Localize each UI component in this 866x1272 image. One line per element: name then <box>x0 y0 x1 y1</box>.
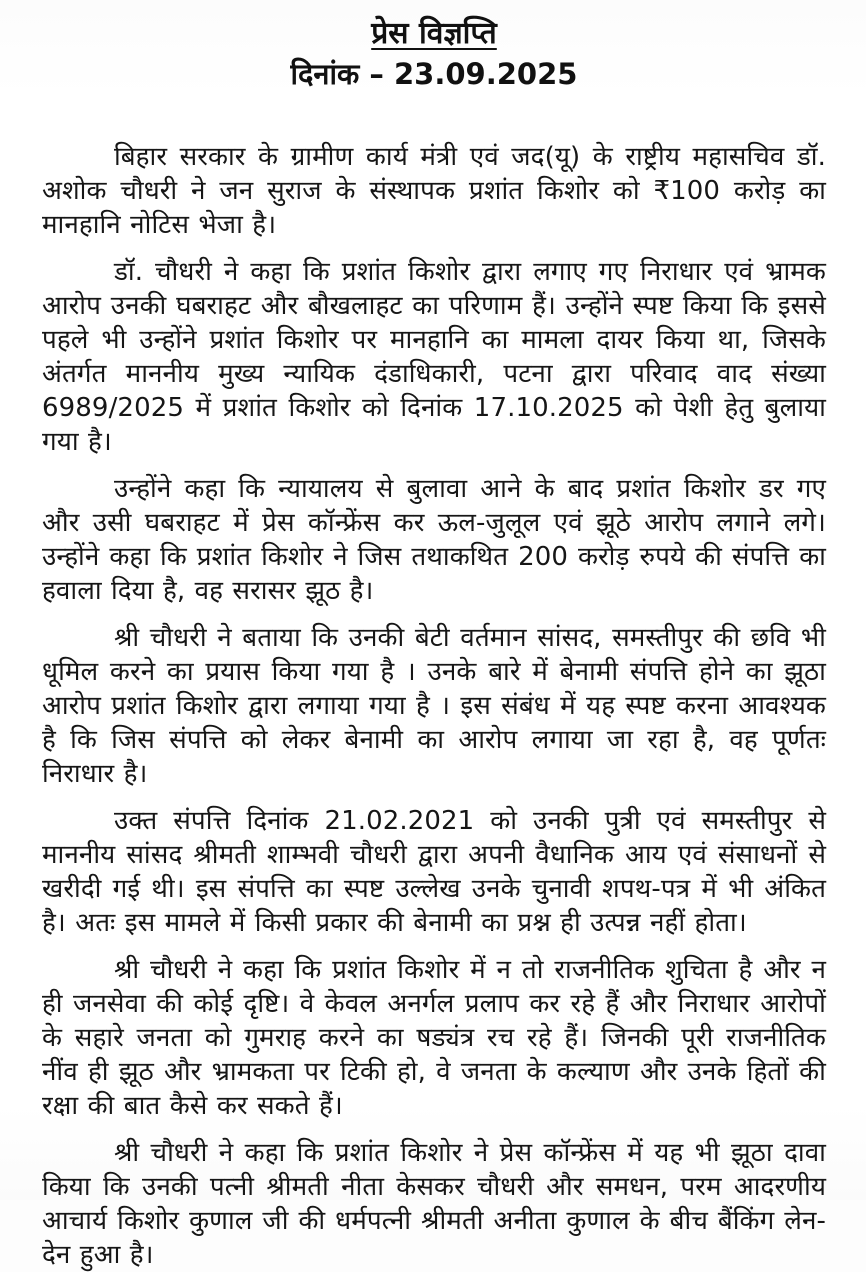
paragraph-2: डॉ. चौधरी ने कहा कि प्रशांत किशोर द्वारा लगाए गए निराधार एवं भ्रामक आरोप उनकी घबराहट और बौखलाहट का परिणाम हैं। उन्होंने स्पष्ट किया कि इससे पहले भी उन्होंने प्रशांत किशोर पर मानहानि का मामला दायर किया था, जिसके अंतर्गत माननीय मुख्य न्यायिक दंडाधिकारी, पटना द्वारा परिवाद वाद संख्या 6989/2025 में प्रशांत किशोर को दिनांक 17.10.2025 को पेशी हेतु बुलाया गया है। <box>42 257 826 457</box>
paragraph-7: श्री चौधरी ने कहा कि प्रशांत किशोर ने प्रेस कॉन्फ्रेंस में यह भी झूठा दावा किया कि उनकी पत्नी श्रीमती नीता केसकर चौधरी और समधन, परम आदरणीय आचार्य किशोर कुणाल जी की धर्मपत्नी श्रीमती अनीता कुणाल के बीच बैंकिंग लेन-देन हुआ है। <box>42 1138 826 1270</box>
paragraph-4: श्री चौधरी ने बताया कि उनकी बेटी वर्तमान सांसद, समस्तीपुर की छवि भी धूमिल करने का प्रयास किया गया है । उनके बारे में बेनामी संपत्ति होने का झूठा आरोप प्रशांत किशोर द्वारा लगाया गया है । इस संबंध में यह स्पष्ट करना आवश्यक है कि जिस संपत्ति को लेकर बेनामी का आरोप लगाया जा रहा है, वह पूर्णतः निराधार है। <box>42 623 826 789</box>
document-header <box>42 14 826 94</box>
paragraph-5: उक्त संपत्ति दिनांक 21.02.2021 को उनकी पुत्री एवं समस्तीपुर से माननीय सांसद श्रीमती शाम्भवी चौधरी द्वारा अपनी वैधानिक आय एवं संसाधनों से खरीदी गई थी। इस संपत्ति का स्पष्ट उल्लेख उनके चुनावी शपथ-पत्र में भी अंकित है। अतः इस मामले में किसी प्रकार की बेनामी का प्रश्न ही उत्पन्न नहीं होता। <box>42 806 826 938</box>
paragraph-3: उन्होंने कहा कि न्यायालय से बुलावा आने के बाद प्रशांत किशोर डर गए और उसी घबराहट में प्रेस कॉन्फ्रेंस कर ऊल-जुलूल एवं झूठे आरोप लगाने लगे। उन्होंने कहा कि प्रशांत किशोर ने जिस तथाकथित 200 करोड़ रुपये की संपत्ति का हवाला दिया है, वह सरासर झूठ है। <box>42 474 826 606</box>
document-body <box>42 140 826 1272</box>
paragraph-1: बिहार सरकार के ग्रामीण कार्य मंत्री एवं जद(यू) के राष्ट्रीय महासचिव डॉ. अशोक चौधरी ने जन सुराज के संस्थापक प्रशांत किशोर को ₹100 करोड़ का मानहानि नोटिस भेजा है। <box>42 142 826 240</box>
document-title: प्रेस विज्ञप्ति <box>371 16 497 51</box>
paragraph-6: श्री चौधरी ने कहा कि प्रशांत किशोर में न तो राजनीतिक शुचिता है और न ही जनसेवा की कोई दृष्टि। वे केवल अनर्गल प्रलाप कर रहे हैं और निराधार आरोपों के सहारे जनता को गुमराह करने का षड्यंत्र रच रहे हैं। जिनकी पूरी राजनीतिक नींव ही झूठ और भ्रामकता पर टिकी हो, वे जनता के कल्याण और उनके हितों की रक्षा की बात कैसे कर सकते हैं। <box>42 955 826 1121</box>
document-date-line: दिनांक – 23.09.2025 <box>290 57 578 91</box>
